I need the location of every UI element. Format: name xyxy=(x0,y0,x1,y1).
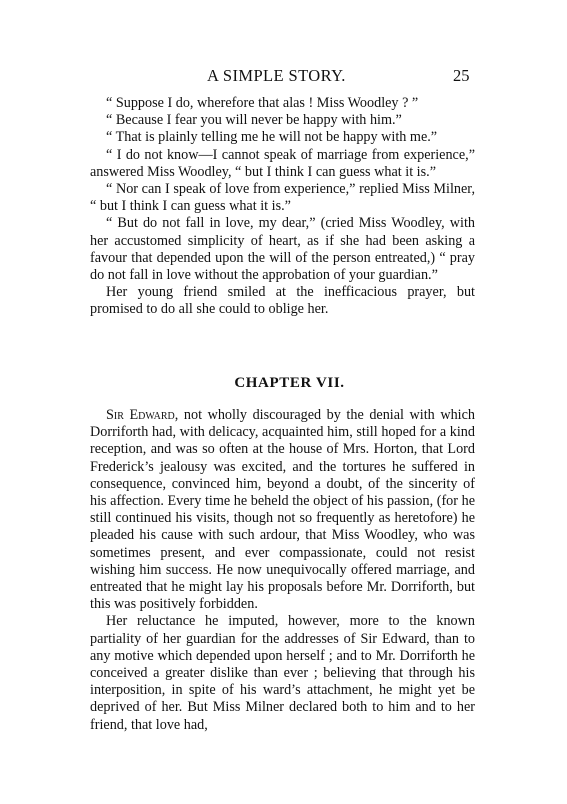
chapter-heading: CHAPTER VII. xyxy=(234,375,345,391)
running-head xyxy=(0,66,567,88)
paragraph: “ Nor can I speak of love from experience,” replied Miss Milner, “ but I think I can guess what it is.” xyxy=(90,181,475,215)
chapter-paragraph: Her reluctance he imputed, however, more to the known partiality of her guardian for the addresses of Sir Edward, than to any motive which depended upon herself ; and to Mr. Dorriforth he conceived a greater dislike than ever ; believing that through his interposition, in spite of his ward’s attachment, he might yet be deprived of her. But Miss Milner declared both to him and to her friend, that love had, xyxy=(90,613,475,733)
dialogue-section xyxy=(90,95,475,319)
page-number: 25 xyxy=(453,66,470,85)
paragraph: Her young friend smiled at the inefficacious prayer, but promised to do all she could to oblige her. xyxy=(90,284,475,318)
chapter-body xyxy=(90,407,475,734)
paragraph: “ That is plainly telling me he will not be happy with me.” xyxy=(106,129,438,146)
paragraph: “ Suppose I do, wherefore that alas ! Miss Woodley ? ” xyxy=(106,95,419,111)
chapter-paragraph xyxy=(90,407,475,613)
paragraph-text: not wholly discouraged by the denial with which Dorriforth had, with delicacy, acquainted him, still hoped for a kind reception, and was so often at the house of Mrs. Horton, that Lord Frederick’s jealousy was excited, and the tortures he suffered in consequence, convinced him, beyond a doubt, of the sincerity of his affection. Every time he beheld the object of his passion, (for he still continued his visits, though not so frequently as heretofore) he pleaded his cause with such ardour, that Miss Woodley, who was sometimes present, and ever compassionate, could not resist wishing him success. He now unequivocally offered marriage, and entreated that he might lay his proposals before Mr. Dorriforth, but this was positively forbidden. xyxy=(90,407,475,613)
paragraph: “ Because I fear you will never be happy with him.” xyxy=(106,112,402,129)
paragraph: “ But do not fall in love, my dear,” (cried Miss Woodley, with her accustomed simplicity of heart, as if she had been asking a favour that depended upon the will of the person entreated,) “ pray do not fall in love without the approbation of your guardian.” xyxy=(90,215,475,284)
running-title: A SIMPLE STORY. xyxy=(207,66,346,85)
paragraph: “ I do not know—I cannot speak of marriage from experience,” answered Miss Woodley, “ but I think I can guess what it is.” xyxy=(90,146,475,180)
opening-name: Sir Edward, xyxy=(106,407,179,423)
